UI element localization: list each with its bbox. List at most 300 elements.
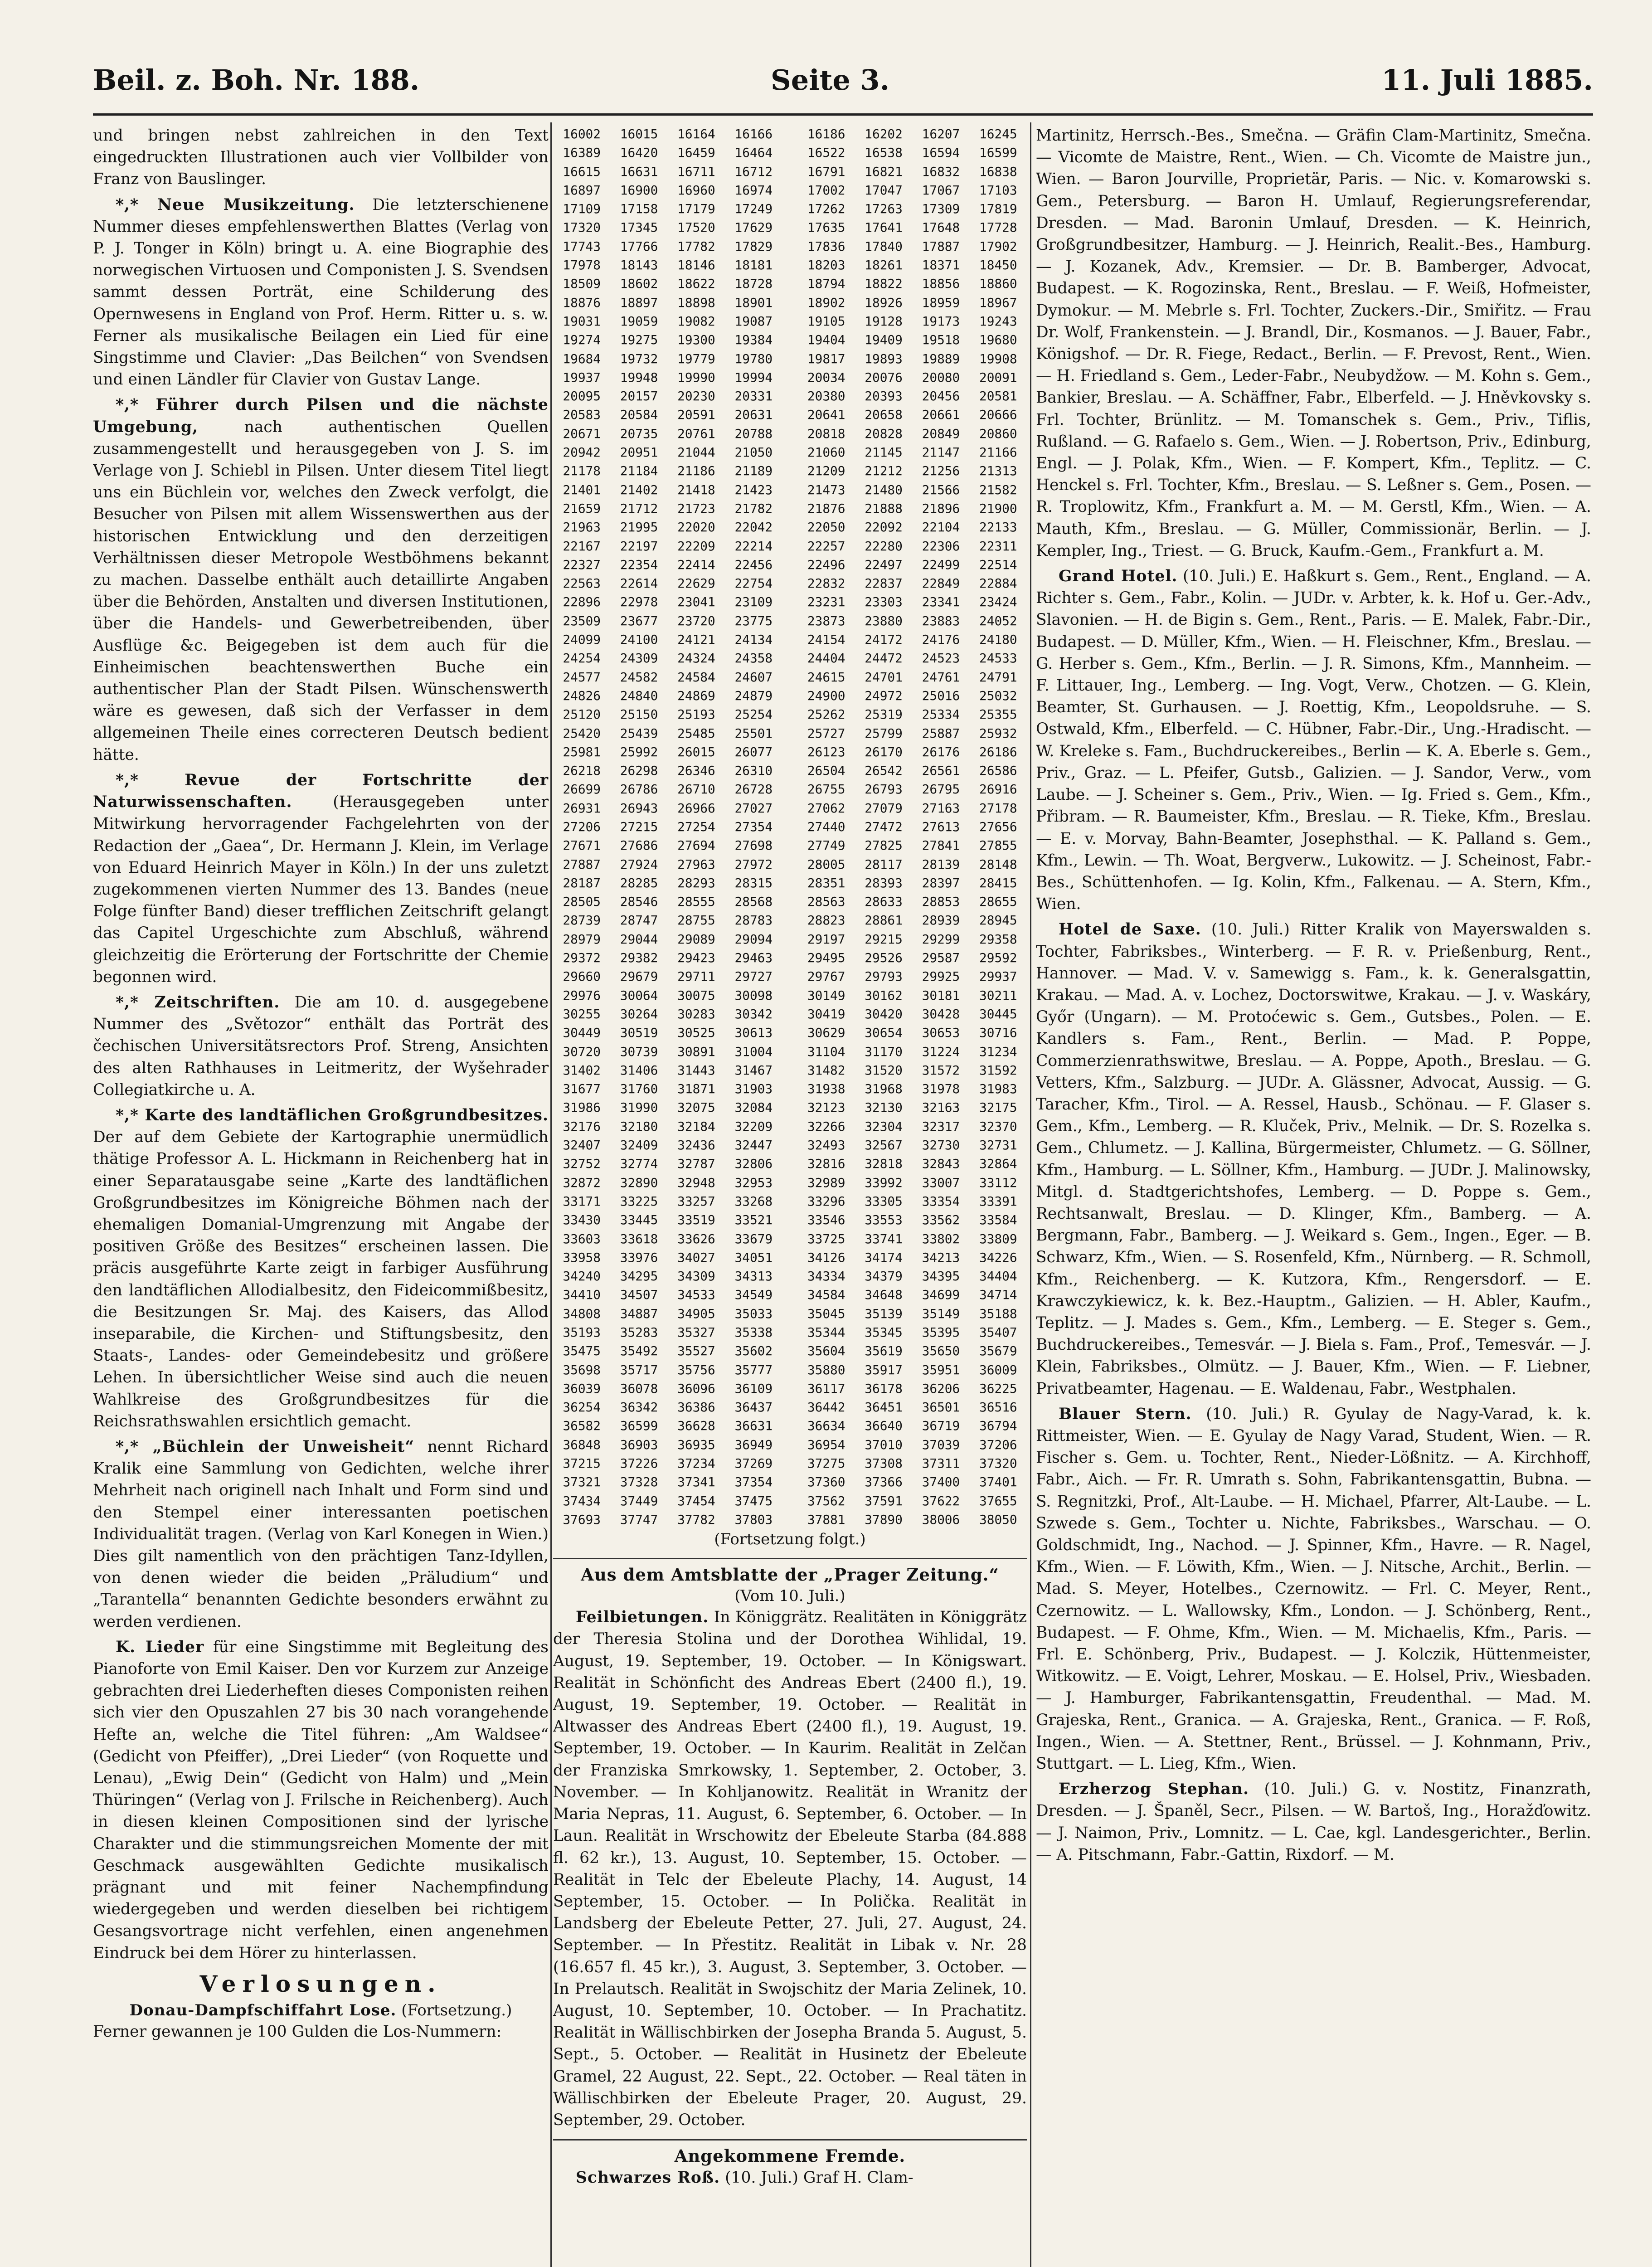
lottery-number: 22020 bbox=[677, 520, 715, 535]
article-paragraph bbox=[1036, 1778, 1591, 1866]
lottery-number: 20230 bbox=[677, 389, 715, 404]
lottery-number: 34714 bbox=[979, 1287, 1017, 1303]
lottery-number: 19300 bbox=[677, 332, 715, 348]
column-gap bbox=[782, 1492, 798, 1510]
lottery-number: 34648 bbox=[865, 1287, 903, 1303]
lottery-number: 35395 bbox=[922, 1325, 960, 1340]
lottery-number: 27924 bbox=[620, 856, 658, 872]
lottery-number: 19948 bbox=[620, 370, 658, 385]
lottery-number-table bbox=[553, 125, 1027, 1529]
lottery-number: 36582 bbox=[563, 1418, 601, 1434]
lottery-number: 34699 bbox=[922, 1287, 960, 1303]
number-row bbox=[553, 256, 1027, 274]
lottery-number: 22496 bbox=[807, 557, 845, 572]
lottery-number: 32872 bbox=[563, 1175, 601, 1190]
lottery-number: 21566 bbox=[922, 482, 960, 497]
lottery-number: 22209 bbox=[677, 538, 715, 554]
column-gap bbox=[782, 593, 798, 611]
column-gap bbox=[782, 237, 798, 256]
lottery-number: 21256 bbox=[922, 463, 960, 479]
column-divider bbox=[550, 122, 552, 2267]
lottery-number: 33171 bbox=[563, 1193, 601, 1209]
lottery-number: 23775 bbox=[734, 613, 773, 628]
lottery-number: 25439 bbox=[620, 725, 658, 741]
lottery-number: 36719 bbox=[922, 1418, 960, 1434]
lottery-number: 20583 bbox=[563, 407, 601, 423]
lottery-number: 20581 bbox=[979, 389, 1017, 404]
column-gap bbox=[782, 1416, 798, 1435]
lottery-number: 35679 bbox=[979, 1343, 1017, 1359]
article-paragraph bbox=[93, 992, 549, 1101]
lottery-number: 36109 bbox=[734, 1381, 773, 1396]
lottery-number: 37226 bbox=[620, 1456, 658, 1471]
lottery-number: 35149 bbox=[922, 1306, 960, 1321]
lottery-number: 21402 bbox=[620, 482, 658, 497]
subheading-note: (Fortsetzung.) bbox=[396, 2001, 512, 2019]
lottery-number: 24869 bbox=[677, 688, 715, 703]
lottery-number: 16712 bbox=[734, 164, 773, 179]
lottery-number: 34334 bbox=[807, 1269, 845, 1284]
lottery-number: 22514 bbox=[979, 557, 1017, 572]
header-rule bbox=[93, 113, 1593, 116]
number-row bbox=[553, 1398, 1027, 1416]
lottery-number: 35193 bbox=[563, 1325, 601, 1340]
lottery-number: 30283 bbox=[677, 1006, 715, 1022]
column-gap bbox=[782, 1267, 798, 1285]
lottery-number: 36794 bbox=[979, 1418, 1017, 1434]
lottery-number: 20076 bbox=[865, 370, 903, 385]
lottery-number: 34584 bbox=[807, 1287, 845, 1303]
lottery-number: 37321 bbox=[563, 1474, 601, 1490]
lottery-number: 29711 bbox=[677, 969, 715, 984]
lottery-number: 34395 bbox=[922, 1269, 960, 1284]
lottery-number: 24052 bbox=[979, 613, 1017, 628]
lottery-number: 36078 bbox=[620, 1381, 658, 1396]
lottery-number: 29587 bbox=[922, 950, 960, 966]
lottery-number: 27671 bbox=[563, 838, 601, 853]
column-gap bbox=[782, 799, 798, 817]
number-row bbox=[553, 761, 1027, 780]
lottery-number: 27440 bbox=[807, 819, 845, 834]
lottery-number: 32175 bbox=[979, 1100, 1017, 1115]
lottery-number: 30420 bbox=[865, 1006, 903, 1022]
lottery-number: 37655 bbox=[979, 1493, 1017, 1508]
lottery-number: 30075 bbox=[677, 988, 715, 1003]
number-row bbox=[553, 537, 1027, 555]
lottery-number: 33268 bbox=[734, 1193, 773, 1209]
lottery-number: 31234 bbox=[979, 1044, 1017, 1059]
lottery-number: 19243 bbox=[979, 313, 1017, 329]
lottery-number: 35698 bbox=[563, 1362, 601, 1377]
lottery-number: 17766 bbox=[620, 238, 658, 254]
lottery-number: 16166 bbox=[734, 126, 773, 141]
article-keyword: *,* Zeitschriften. bbox=[116, 993, 280, 1012]
lottery-number: 20661 bbox=[922, 407, 960, 423]
article-keyword: *,* Karte des landtäflichen Großgrundbesitzes. bbox=[116, 1106, 549, 1124]
lottery-number: 16960 bbox=[677, 182, 715, 198]
number-row bbox=[553, 293, 1027, 312]
lottery-number: 18181 bbox=[734, 258, 773, 273]
lottery-number: 20331 bbox=[734, 389, 773, 404]
lottery-number: 28861 bbox=[865, 913, 903, 928]
column-gap bbox=[782, 518, 798, 536]
lottery-number: 16202 bbox=[865, 126, 903, 141]
section-rule bbox=[553, 1558, 1027, 1559]
lottery-number: 24324 bbox=[677, 651, 715, 666]
lottery-number: 33296 bbox=[807, 1193, 845, 1209]
lottery-number: 28823 bbox=[807, 913, 845, 928]
lottery-number: 20456 bbox=[922, 389, 960, 404]
lottery-number: 31592 bbox=[979, 1062, 1017, 1078]
lottery-number: 23109 bbox=[734, 594, 773, 610]
lottery-number: 24099 bbox=[563, 632, 601, 647]
lottery-number: 37890 bbox=[865, 1512, 903, 1527]
lottery-number: 37341 bbox=[677, 1474, 715, 1490]
article-paragraph bbox=[1036, 565, 1591, 915]
section-rule bbox=[553, 2139, 1027, 2141]
lottery-number: 35327 bbox=[677, 1325, 715, 1340]
lottery-number: 24100 bbox=[620, 632, 658, 647]
article-keyword: *,* Führer durch Pilsen und die nächste Umgebung, bbox=[93, 396, 549, 436]
lottery-number: 32989 bbox=[807, 1175, 845, 1190]
lottery-number: 31968 bbox=[865, 1081, 903, 1097]
number-row bbox=[553, 1473, 1027, 1491]
section-heading: Verlosungen. bbox=[199, 1970, 442, 1997]
column-gap bbox=[782, 930, 798, 949]
lottery-number: 22754 bbox=[734, 576, 773, 591]
lottery-number: 26786 bbox=[620, 782, 658, 797]
lottery-number: 25334 bbox=[922, 707, 960, 722]
number-row bbox=[553, 1023, 1027, 1042]
lottery-number: 22849 bbox=[922, 576, 960, 591]
number-row bbox=[553, 1323, 1027, 1342]
lottery-number: 34213 bbox=[922, 1250, 960, 1265]
lottery-number: 18926 bbox=[865, 295, 903, 310]
lottery-number: 33305 bbox=[865, 1193, 903, 1209]
lottery-number: 19994 bbox=[734, 370, 773, 385]
lottery-number: 26755 bbox=[807, 782, 845, 797]
number-row bbox=[553, 780, 1027, 798]
number-row bbox=[553, 1342, 1027, 1360]
lottery-number: 31170 bbox=[865, 1044, 903, 1059]
column-gap bbox=[782, 405, 798, 424]
lottery-number: 25485 bbox=[677, 725, 715, 741]
lottery-number: 23303 bbox=[865, 594, 903, 610]
lottery-number: 28633 bbox=[865, 894, 903, 910]
number-row bbox=[553, 312, 1027, 331]
lottery-number: 34887 bbox=[620, 1306, 658, 1321]
lottery-number: 35917 bbox=[865, 1362, 903, 1377]
lottery-number: 30720 bbox=[563, 1044, 601, 1059]
lottery-number: 26077 bbox=[734, 744, 773, 759]
number-row bbox=[553, 1173, 1027, 1192]
number-row bbox=[553, 218, 1027, 237]
lottery-number: 26699 bbox=[563, 782, 601, 797]
lottery-number: 28655 bbox=[979, 894, 1017, 910]
lottery-number: 27749 bbox=[807, 838, 845, 853]
lottery-number: 28351 bbox=[807, 875, 845, 890]
lottery-number: 35527 bbox=[677, 1343, 715, 1359]
number-row bbox=[553, 705, 1027, 724]
lottery-number: 29358 bbox=[979, 931, 1017, 947]
lottery-number: 19893 bbox=[865, 351, 903, 366]
lottery-number: 31871 bbox=[677, 1081, 715, 1097]
lottery-number: 33809 bbox=[979, 1231, 1017, 1246]
column-gap bbox=[782, 1435, 798, 1454]
lottery-number: 34226 bbox=[979, 1250, 1017, 1265]
lottery-number: 31572 bbox=[922, 1062, 960, 1078]
lottery-number: 32163 bbox=[922, 1100, 960, 1115]
lottery-number: 31520 bbox=[865, 1062, 903, 1078]
lottery-number: 31903 bbox=[734, 1081, 773, 1097]
column-gap bbox=[782, 1473, 798, 1491]
lottery-number: 35492 bbox=[620, 1343, 658, 1359]
lottery-number: 32816 bbox=[807, 1156, 845, 1172]
article-keyword: Hotel de Saxe. bbox=[1059, 920, 1201, 939]
number-row bbox=[553, 686, 1027, 705]
lottery-number: 19889 bbox=[922, 351, 960, 366]
lottery-number: 26123 bbox=[807, 744, 845, 759]
lottery-number: 28783 bbox=[734, 913, 773, 928]
lottery-number: 33584 bbox=[979, 1212, 1017, 1228]
lottery-number: 28853 bbox=[922, 894, 960, 910]
article-paragraph bbox=[553, 1606, 1027, 2131]
lottery-number: 36634 bbox=[807, 1418, 845, 1434]
lottery-number: 21995 bbox=[620, 520, 658, 535]
lottery-number: 30449 bbox=[563, 1025, 601, 1041]
lottery-number: 36442 bbox=[807, 1400, 845, 1415]
lottery-number: 27354 bbox=[734, 819, 773, 834]
lottery-number: 16389 bbox=[563, 145, 601, 161]
column-gap bbox=[782, 668, 798, 686]
lottery-number: 37366 bbox=[865, 1474, 903, 1490]
lottery-number: 17263 bbox=[865, 201, 903, 217]
lottery-number: 32567 bbox=[865, 1138, 903, 1153]
lottery-number: 18794 bbox=[807, 276, 845, 292]
lottery-number: 21418 bbox=[677, 482, 715, 497]
lottery-number: 17887 bbox=[922, 238, 960, 254]
number-row bbox=[553, 1211, 1027, 1229]
column-gap bbox=[782, 162, 798, 181]
lottery-number: 34027 bbox=[677, 1250, 715, 1265]
lottery-number: 24472 bbox=[865, 651, 903, 666]
lottery-number: 23041 bbox=[677, 594, 715, 610]
lottery-number: 37039 bbox=[922, 1437, 960, 1452]
lottery-number: 24826 bbox=[563, 688, 601, 703]
lottery-number: 19817 bbox=[807, 351, 845, 366]
number-row bbox=[553, 481, 1027, 499]
lottery-number: 24701 bbox=[865, 669, 903, 685]
lottery-number: 24615 bbox=[807, 669, 845, 685]
lottery-number: 23720 bbox=[677, 613, 715, 628]
lottery-number: 37320 bbox=[979, 1456, 1017, 1471]
lottery-number: 37269 bbox=[734, 1456, 773, 1471]
lottery-number: 30264 bbox=[620, 1006, 658, 1022]
lottery-number: 32370 bbox=[979, 1119, 1017, 1134]
lottery-number: 31467 bbox=[734, 1062, 773, 1078]
lottery-number: 33992 bbox=[865, 1175, 903, 1190]
number-row bbox=[553, 1304, 1027, 1323]
lottery-number: 26218 bbox=[563, 763, 601, 778]
lottery-number: 22499 bbox=[922, 557, 960, 572]
lottery-number: 37803 bbox=[734, 1512, 773, 1527]
article-keyword: Grand Hotel. bbox=[1059, 567, 1178, 586]
lottery-number: 20631 bbox=[734, 407, 773, 423]
column-gap bbox=[782, 293, 798, 312]
article-text: (10. Juli.) Graf H. Clam- bbox=[720, 2169, 913, 2187]
lottery-number: 35756 bbox=[677, 1362, 715, 1377]
number-row bbox=[553, 1117, 1027, 1136]
column-gap bbox=[782, 649, 798, 667]
column-gap bbox=[782, 1510, 798, 1529]
lottery-number: 25727 bbox=[807, 725, 845, 741]
lottery-number: 36935 bbox=[677, 1437, 715, 1452]
lottery-number: 27079 bbox=[865, 800, 903, 816]
lottery-number: 22354 bbox=[620, 557, 658, 572]
number-row bbox=[553, 668, 1027, 686]
lottery-number: 26310 bbox=[734, 763, 773, 778]
lottery-number: 17819 bbox=[979, 201, 1017, 217]
lottery-number: 35951 bbox=[922, 1362, 960, 1377]
number-row bbox=[553, 181, 1027, 199]
lottery-number: 20393 bbox=[865, 389, 903, 404]
lottery-number: 36096 bbox=[677, 1381, 715, 1396]
lottery-number: 37401 bbox=[979, 1474, 1017, 1490]
article-text: (10. Juli.) G. v. Nostitz, Finanzrath, Dresden. — J. Španěl, Secr., Pilsen. — W. Bartoš, Ing., Horažďowitz. — J. Naimon, Priv., Lomnitz. — L. Cae, kgl. Landesgerichter., Berlin. — A. Pitschmann, Fabr.-Gattin, Rixdorf. — M. bbox=[1036, 1780, 1591, 1864]
lottery-number: 29495 bbox=[807, 950, 845, 966]
column-gap bbox=[782, 1023, 798, 1042]
lottery-number: 18450 bbox=[979, 258, 1017, 273]
article-text: nennt Richard Kralik eine Sammlung von Gedichten, welche ihrer Mehrheit nach originell nach Inhalt und Form sind und den Stempel einer interessanten poetischen Individualität tragen. (Verlag von Karl Konegen in Wien.) Dies gilt namentlich von den prächtigen Tanz-Idyllen, von denen wieder die beiden „Präludium“ und „Tarantella“ benannten Gedichte besonders erwähnt zu werden verdienen. bbox=[93, 1437, 549, 1631]
lottery-number: 35717 bbox=[620, 1362, 658, 1377]
article-text: (10. Juli.) E. Haßkurt s. Gem., Rent., England. — A. Richter s. Gem., Fabr., Kolin. — JUDr. v. Arbter, k. k. Hof u. Ger.-Adv., Slavonien. — H. de Bigin s. Gem., Rent., Paris. — E. Malek, Fabr.-Dir., Budapest. — D. Müller, Kfm., Wien. — H. Fleischner, Kfm., Breslau. — G. Herber s. Gem., Kfm., Berlin. — J. R. Simons, Kfm., Mannheim. — F. Littauer, Ing., Lemberg. — Ing. Vogt, Verw., Chotzen. — G. Klein, Beamter, St. Gurhausen. — J. Roettig, Kfm., Leopoldsruhe. — S. Ostwald, Kfm., Elberfeld. — C. Hübner, Fabr.-Dir., Ung.-Hradischt. — W. Kreleke s. Fam., Buchdruckereibes., Berlin — K. A. Eberle s. Gem., Priv., Graz. — L. Pfeifer, Gutsb., Galizien. — J. Sandor, Verw., vom Laube. — J. Scheiner s. Gem., Priv., Wien. — Ig. Fried s. Gem., Kfm., Přibram. — R. Baumeister, Kfm., Breslau. — R. Tieke, Kfm., Breslau. — E. v. Morvay, Bahn-Beamter, Josephsthal. — K. Palland s. Gem., Kfm., Lewin. — Th. Woat, Bergverw., Lukowitz. — J. Scheinost, Fabr.-Bes., Schüttenhofen. — Ig. Kolin, Kfm., Falkenau. — A. Stern, Kfm., Wien. bbox=[1036, 567, 1591, 914]
lottery-number: 21480 bbox=[865, 482, 903, 497]
number-row bbox=[553, 986, 1027, 1005]
number-row bbox=[553, 405, 1027, 424]
lottery-number: 17520 bbox=[677, 220, 715, 235]
lottery-number: 34313 bbox=[734, 1269, 773, 1284]
page-number: Seite 3. bbox=[771, 63, 890, 97]
article-text: Der auf dem Gebiete der Kartographie unermüdlich thätige Professor A. L. Hickmann in Reichenberg hat in einer Separatausgabe seine „Karte des landtäflichen Großgrundbesitzes im Königreiche Böhmen nach der ehemaligen Domanial-Umgrenzung mit Angabe der positiven Größe des Besitzes“ erscheinen lassen. Die präcis ausgeführte Karte zeigt in farbiger Ausführung den landtäflichen Allodialbesitz, den Fideicommißbesitz, die Besitzungen Sr. Maj. des Kaisers, das Allod inseparabile, die Kirchen- und Stiftungsbesitz, den Staats-, Landes- oder Gemeindebesitz und größere Lehen. In übersichtlicher Weise sind auch die neuen Wahlkreise des Großgrundbesitzes für die Reichsrathswahlen ersichtlich gemacht. bbox=[93, 1128, 549, 1430]
lottery-number: 28293 bbox=[677, 875, 715, 890]
lottery-number: 17902 bbox=[979, 238, 1017, 254]
lottery-number: 18261 bbox=[865, 258, 903, 273]
lottery-number: 29793 bbox=[865, 969, 903, 984]
lottery-number: 19059 bbox=[620, 313, 658, 329]
column-gap bbox=[782, 1192, 798, 1211]
lottery-number: 19990 bbox=[677, 370, 715, 385]
lottery-number: 18602 bbox=[620, 276, 658, 292]
lottery-number: 34549 bbox=[734, 1287, 773, 1303]
lottery-number: 17648 bbox=[922, 220, 960, 235]
number-row bbox=[553, 237, 1027, 256]
number-row bbox=[553, 1005, 1027, 1023]
lottery-number: 32890 bbox=[620, 1175, 658, 1190]
lottery-number: 33519 bbox=[677, 1212, 715, 1228]
lottery-number: 21712 bbox=[620, 501, 658, 516]
lottery-number: 23677 bbox=[620, 613, 658, 628]
lottery-number: 29679 bbox=[620, 969, 658, 984]
lottery-number: 21888 bbox=[865, 501, 903, 516]
column-gap bbox=[782, 1080, 798, 1098]
lottery-number: 34126 bbox=[807, 1250, 845, 1265]
lottery-number: 26015 bbox=[677, 744, 715, 759]
lottery-number: 25120 bbox=[563, 707, 601, 722]
section-title: Angekommene Fremde. bbox=[674, 2146, 906, 2166]
article-keyword: *,* Neue Musikzeitung. bbox=[116, 195, 355, 214]
lottery-number: 35650 bbox=[922, 1343, 960, 1359]
lottery-number: 18622 bbox=[677, 276, 715, 292]
lottery-number: 27215 bbox=[620, 819, 658, 834]
lottery-number: 36342 bbox=[620, 1400, 658, 1415]
column-gap bbox=[782, 331, 798, 349]
column-gap bbox=[782, 1230, 798, 1248]
lottery-number: 30653 bbox=[922, 1025, 960, 1041]
lottery-number: 32752 bbox=[563, 1156, 601, 1172]
column-right bbox=[1036, 125, 1591, 1869]
lottery-number: 37275 bbox=[807, 1456, 845, 1471]
lottery-number: 17179 bbox=[677, 201, 715, 217]
column-left bbox=[93, 125, 549, 2046]
lottery-number: 33679 bbox=[734, 1231, 773, 1246]
lottery-number: 32123 bbox=[807, 1100, 845, 1115]
lottery-number: 16974 bbox=[734, 182, 773, 198]
lottery-number: 19105 bbox=[807, 313, 845, 329]
lottery-number: 22832 bbox=[807, 576, 845, 591]
lottery-number: 27472 bbox=[865, 819, 903, 834]
lottery-number: 28563 bbox=[807, 894, 845, 910]
column-gap bbox=[782, 892, 798, 911]
lottery-number: 19409 bbox=[865, 332, 903, 348]
column-gap bbox=[782, 836, 798, 855]
column-divider bbox=[1030, 122, 1031, 2267]
page-header bbox=[93, 59, 1593, 109]
lottery-number: 25032 bbox=[979, 688, 1017, 703]
lottery-number: 18902 bbox=[807, 295, 845, 310]
column-gap bbox=[782, 1248, 798, 1267]
lottery-number: 22327 bbox=[563, 557, 601, 572]
lottery-number: 17840 bbox=[865, 238, 903, 254]
article-keyword: Schwarzes Roß. bbox=[576, 2169, 720, 2187]
lottery-number: 24134 bbox=[734, 632, 773, 647]
lottery-number: 27825 bbox=[865, 838, 903, 853]
lottery-number: 28285 bbox=[620, 875, 658, 890]
lottery-number: 33618 bbox=[620, 1231, 658, 1246]
lottery-number: 16164 bbox=[677, 126, 715, 141]
number-row bbox=[553, 612, 1027, 630]
number-row bbox=[553, 199, 1027, 218]
lottery-number: 19173 bbox=[922, 313, 960, 329]
lottery-number: 16631 bbox=[620, 164, 658, 179]
number-row bbox=[553, 649, 1027, 667]
lottery-number: 18509 bbox=[563, 276, 601, 292]
lottery-number: 16615 bbox=[563, 164, 601, 179]
lottery-number: 21189 bbox=[734, 463, 773, 479]
lottery-number: 32447 bbox=[734, 1138, 773, 1153]
lottery-number: 23883 bbox=[922, 613, 960, 628]
lottery-number: 19384 bbox=[734, 332, 773, 348]
lottery-number: 17641 bbox=[865, 220, 903, 235]
lottery-number: 33976 bbox=[620, 1250, 658, 1265]
lottery-number: 28979 bbox=[563, 931, 601, 947]
lottery-number: 21963 bbox=[563, 520, 601, 535]
lottery-number: 20788 bbox=[734, 426, 773, 441]
lottery-number: 26966 bbox=[677, 800, 715, 816]
lottery-number: 33741 bbox=[865, 1231, 903, 1246]
column-gap bbox=[782, 199, 798, 218]
lottery-number: 24972 bbox=[865, 688, 903, 703]
lottery-number: 18860 bbox=[979, 276, 1017, 292]
